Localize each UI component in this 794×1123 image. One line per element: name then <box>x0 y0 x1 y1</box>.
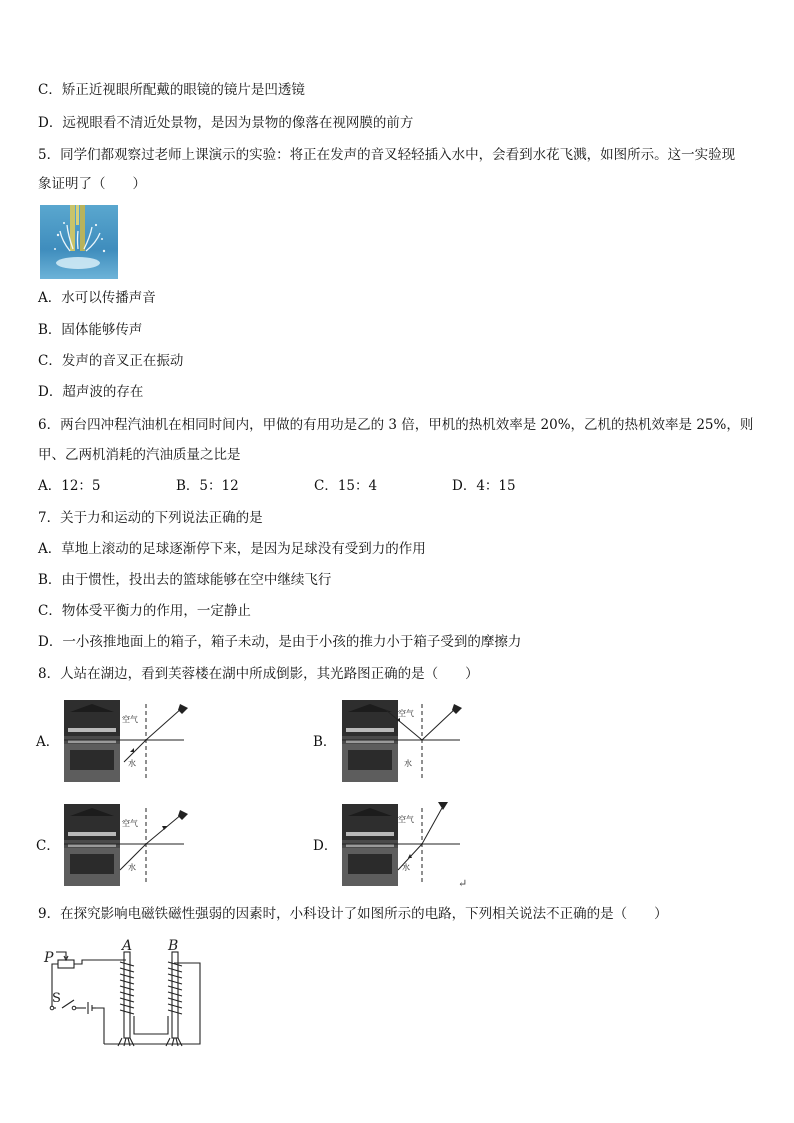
q5-option-c: C．发声的音叉正在振动 <box>38 353 184 369</box>
svg-text:空气: 空气 <box>398 815 414 824</box>
svg-text:水: 水 <box>128 863 136 872</box>
switch-s-label: S <box>52 991 61 1006</box>
q8-stem: 8．人站在湖边，看到芙蓉楼在湖中所成倒影，其光路图正确的是（ ） <box>38 666 479 682</box>
coil-b-label: B <box>168 938 179 954</box>
q8-option-a-label: A． <box>36 734 60 750</box>
q7-option-a: A．草地上滚动的足球逐渐停下来，是因为足球没有受到力的作用 <box>38 541 426 557</box>
q8-diagram-b <box>342 700 472 782</box>
return-mark: ↵ <box>458 877 468 890</box>
q5-option-b: B．固体能够传声 <box>38 322 143 338</box>
tuning-fork-photo <box>40 205 118 279</box>
q6-options <box>38 476 758 496</box>
q6-option-c: C．15：4 <box>314 478 378 494</box>
q7-option-b: B．由于惯性，投出去的篮球能够在空中继续飞行 <box>38 572 332 588</box>
q8-option-c-label: C． <box>36 838 60 854</box>
q4-option-c: C．矫正近视眼所配戴的眼镜的镜片是凹透镜 <box>38 82 305 98</box>
q7-option-d: D．一小孩推地面上的箱子，箱子未动，是由于小孩的推力小于箱子受到的摩擦力 <box>38 634 522 650</box>
q6-stem-line2: 甲、乙两机消耗的汽油质量之比是 <box>38 447 241 463</box>
q6-option-a: A．12：5 <box>38 478 101 494</box>
q5-stem-line1: 5．同学们都观察过老师上课演示的实验：将正在发声的音叉轻轻插入水中，会看到水花飞溅，如图所示。这一实验现 <box>38 147 736 163</box>
q8-option-d-label: D． <box>313 838 338 854</box>
q6-stem-line1: 6．两台四冲程汽油机在相同时间内，甲做的有用功是乙的 3 倍，甲机的热机效率是 20%，乙机的热机效率是 25%，则 <box>38 417 754 433</box>
q6-option-b: B．5：12 <box>176 478 239 494</box>
q7-stem: 7．关于力和运动的下列说法正确的是 <box>38 510 263 526</box>
q7-option-c: C．物体受平衡力的作用，一定静止 <box>38 603 251 619</box>
q9-stem: 9．在探究影响电磁铁磁性强弱的因素时，小科设计了如图所示的电路，下列相关说法不正确的是（ ） <box>38 906 668 922</box>
svg-text:空气: 空气 <box>398 709 414 718</box>
q5-option-d: D．超声波的存在 <box>38 384 144 400</box>
electromagnet-circuit-diagram <box>34 938 206 1048</box>
slider-p-label: P <box>44 950 54 966</box>
q8-diagram-a <box>64 700 194 782</box>
svg-text:空气: 空气 <box>122 819 138 828</box>
q8-diagram-d <box>342 800 472 886</box>
q8-option-b-label: B． <box>313 734 337 750</box>
svg-text:水: 水 <box>128 759 136 768</box>
svg-text:空气: 空气 <box>122 715 138 724</box>
q5-option-a: A．水可以传播声音 <box>38 290 156 306</box>
svg-text:水: 水 <box>402 863 410 872</box>
svg-text:水: 水 <box>404 759 412 768</box>
q6-option-d: D．4：15 <box>452 478 516 494</box>
q4-option-d: D．远视眼看不清近处景物，是因为景物的像落在视网膜的前方 <box>38 115 414 131</box>
q8-diagram-c <box>64 804 194 886</box>
q5-stem-line2: 象证明了（ ） <box>38 176 146 192</box>
coil-a-label: A <box>122 938 133 954</box>
